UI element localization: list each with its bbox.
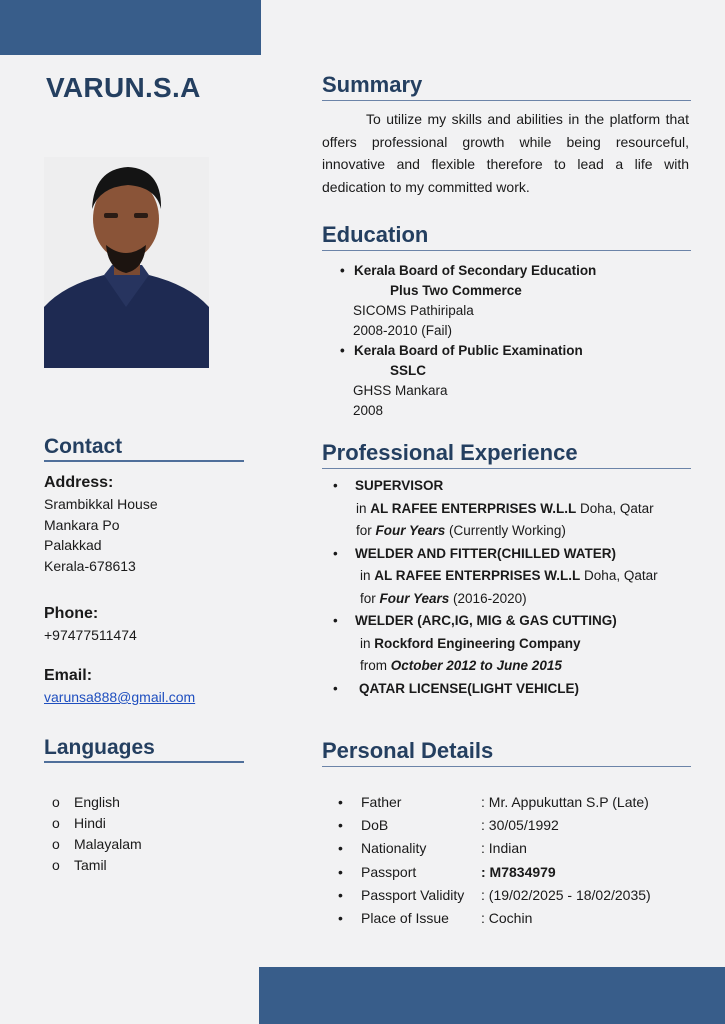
email-label: Email: — [44, 667, 93, 684]
education-heading: Education — [322, 222, 691, 251]
personal-row: • Place of Issue : Cochin — [338, 910, 533, 927]
education-board: Kerala Board of Secondary Education — [354, 263, 597, 278]
top-accent-bar — [0, 0, 261, 55]
languages-list — [52, 792, 142, 876]
bottom-accent-bar — [259, 967, 725, 1024]
address-line: Kerala-678613 — [44, 557, 136, 574]
languages-heading: Languages — [44, 736, 244, 763]
email-block — [44, 667, 195, 708]
education-entry: • Kerala Board of Secondary Education Plus Two Commerce SICOMS Pathiripala 2008-2010 (Fail) • Kerala Board of Public Examination SSLC GHSS Mankara 2008 — [340, 261, 596, 421]
company-name: Rockford Engineering Company — [374, 635, 581, 651]
candidate-name: VARUN.S.A — [46, 72, 201, 103]
job-duration: Four Years — [379, 590, 450, 606]
company-name: AL RAFEE ENTERPRISES W.L.L — [374, 568, 581, 583]
person-photo-icon — [44, 157, 209, 368]
personal-row: • Passport : M7834979 — [338, 863, 556, 880]
experience-list — [333, 475, 713, 700]
job-duration: October 2012 to June 2015 — [390, 658, 562, 673]
experience-entry: • WELDER AND FITTER(CHILLED WATER) in AL RAFEE ENTERPRISES W.L.L Doha, Qatar for Four Years (2016-2020) — [333, 545, 658, 606]
education-course: SSLC — [390, 363, 427, 378]
experience-heading: Professional Experience — [322, 440, 691, 469]
profile-photo — [44, 157, 209, 368]
education-school: SICOMS Pathiripala — [353, 303, 474, 318]
email-link[interactable]: varunsa888@gmail.com — [44, 689, 196, 705]
list-item: o Hindi — [52, 815, 106, 831]
list-item: o Tamil — [52, 857, 107, 873]
job-title: SUPERVISOR — [355, 478, 444, 493]
education-board: Kerala Board of Public Examination — [354, 343, 583, 358]
phone-value: +97477511474 — [44, 627, 137, 643]
experience-entry: • SUPERVISOR in AL RAFEE ENTERPRISES W.L.L Doha, Qatar for Four Years (Currently Working) — [333, 478, 654, 538]
education-years: 2008-2010 (Fail) — [353, 323, 453, 338]
address-label: Address: — [44, 474, 114, 491]
education-course: Plus Two Commerce — [390, 283, 522, 298]
address-line: Mankara Po — [44, 516, 120, 533]
summary-text: To utilize my skills and abilities in the platform that offers professional growth while being resourceful, innovative and flexible therefore to lead a life with dedication to my committed work. — [322, 111, 689, 195]
personal-details-list — [338, 791, 651, 930]
experience-extra: • QATAR LICENSE(LIGHT VEHICLE) — [333, 680, 579, 696]
list-item: o Malayalam — [52, 836, 142, 852]
personal-row: • Father : Mr. Appukuttan S.P (Late) — [338, 794, 649, 810]
phone-block — [44, 605, 137, 646]
list-item: o English — [52, 794, 120, 810]
address-line: Srambikkal House — [44, 496, 158, 512]
summary-heading: Summary — [322, 72, 691, 101]
phone-label: Phone: — [44, 605, 99, 622]
personal-row: • DoB : 30/05/1992 — [338, 817, 559, 834]
personal-row: • Nationality : Indian — [338, 840, 527, 857]
job-duration: Four Years — [375, 523, 446, 538]
personal-details-heading: Personal Details — [322, 738, 691, 767]
contact-heading: Contact — [44, 435, 244, 462]
company-name: AL RAFEE ENTERPRISES W.L.L — [370, 500, 577, 516]
experience-entry: • WELDER (ARC,IG, MIG & GAS CUTTING) in Rockford Engineering Company from October 2012 to June 2015 — [333, 613, 617, 673]
address-block — [44, 474, 158, 576]
education-years: 2008 — [353, 403, 384, 418]
address-line: Palakkad — [44, 537, 102, 553]
personal-row: • Passport Validity : (19/02/2025 - 18/02/2035) — [338, 886, 651, 903]
job-title: WELDER (ARC,IG, MIG & GAS CUTTING) — [355, 613, 617, 628]
education-school: GHSS Mankara — [353, 383, 448, 398]
job-title: WELDER AND FITTER(CHILLED WATER) — [355, 545, 616, 561]
